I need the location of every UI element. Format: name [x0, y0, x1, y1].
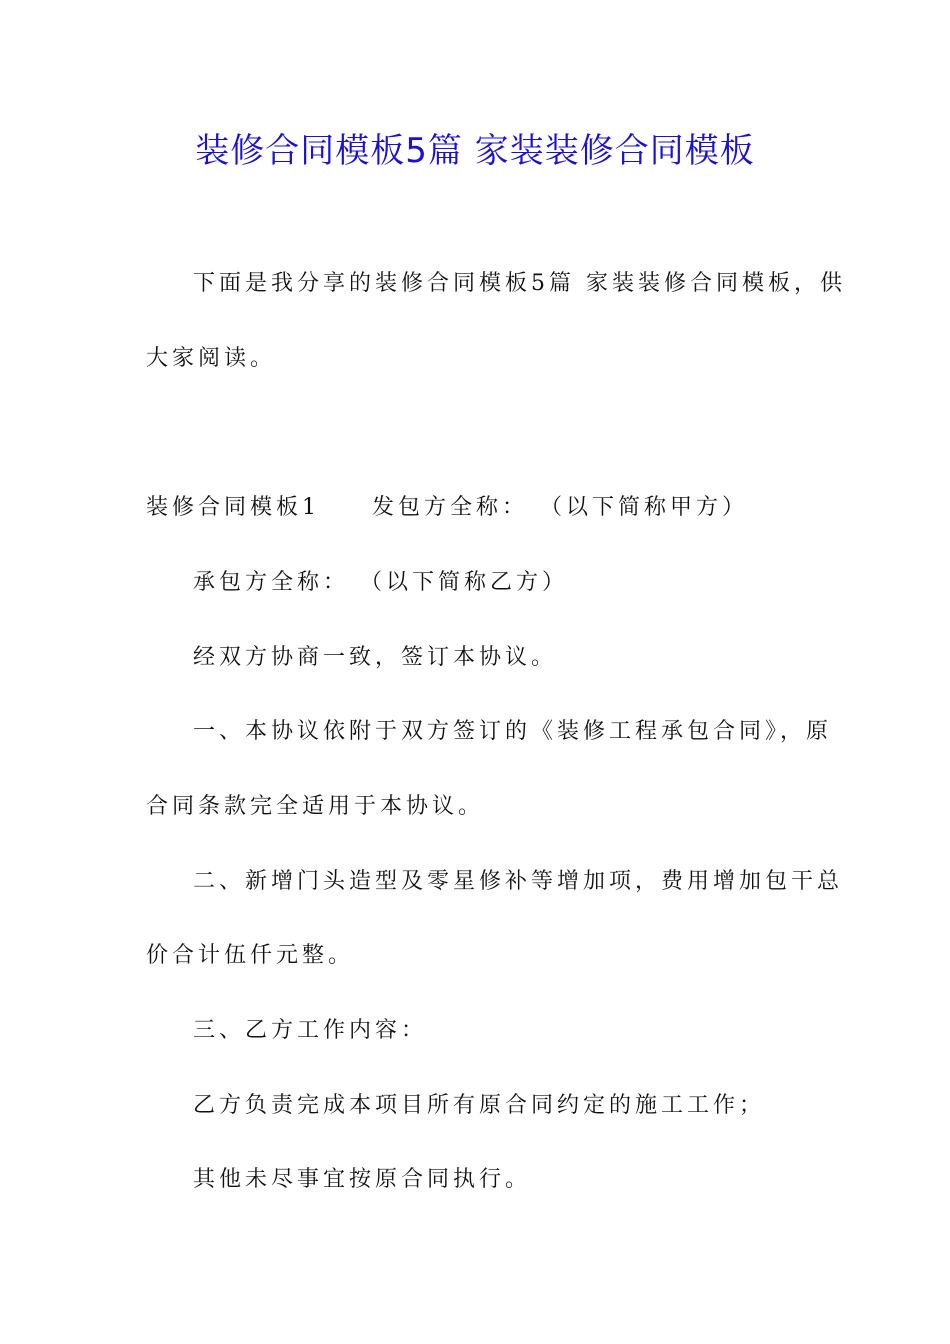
contractor-line: 承包方全称： （以下简称乙方）	[193, 570, 568, 595]
clause-2-line-2: 价合计伍仟元整。	[146, 943, 355, 968]
employer-note: （以下简称甲方）	[540, 495, 749, 520]
clause-2-line-1: 二、新增门头造型及零星修补等增加项，费用增加包干总	[193, 869, 844, 894]
section-heading-row	[146, 492, 748, 524]
clause-1-line-1: 一、本协议依附于双方签订的《装修工程承包合同》，原	[193, 719, 833, 744]
employer-label: 发包方全称：	[372, 495, 529, 520]
clause-3-item-1: 乙方负责完成本项目所有原合同约定的施工工作；	[193, 1093, 766, 1118]
clause-3-heading: 三、乙方工作内容：	[193, 1018, 428, 1043]
section-heading: 装修合同模板1	[146, 495, 320, 520]
document-title: 装修合同模板5篇 家装装修合同模板	[195, 131, 755, 171]
agreement-line: 经双方协商一致，签订本协议。	[193, 645, 558, 670]
intro-line-1: 下面是我分享的装修合同模板5篇 家装装修合同模板，供	[193, 271, 846, 296]
clause-1-line-2: 合同条款完全适用于本协议。	[146, 794, 485, 819]
clause-3-item-2: 其他未尽事宜按原合同执行。	[193, 1167, 532, 1192]
intro-line-2: 大家阅读。	[146, 346, 277, 371]
